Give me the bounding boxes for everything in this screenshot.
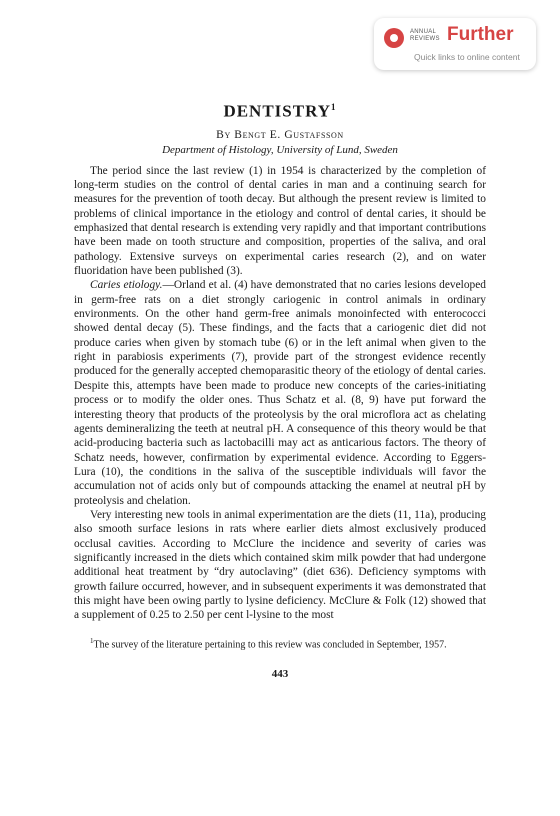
title-footnote-mark: 1 — [331, 102, 337, 112]
paragraph-2-text: —Orland et al. (4) have demonstrated that no caries lesions developed in germ-free rats on a diet strongly cariogenic in control animals in ordinary environments. On the other hand germ-free animals monoinfected with enterococci showed dental decay (5). These findings, and the facts that a cariogenic diet did not produce caries when given by stomach tube (6) or in the left animal when given to the right in parabiosis experiments (7), provide part of the strongest evidence recently produced for the generally accepted chemoparasitic theory of the etiology of dental caries. Despite this, attempts have been made to produce new concepts of the caries-initiating process or to modify the older ones. Thus Schatz et al. (8, 9) have put forward the interesting theory that products of the proteolysis by the oral microflora act as chelating agents demineralizing the teeth at neutral pH. A consequence of this theory would be that acid-producing bacteria such as lactobacilli may act as anticarious factors. The theory of Schatz needs, however, confirmation by experimental evidence. According to Eggers-Lura (10), the conditions in the saliva of the susceptible individuals will favor the accumulation not of acids only but of compounds attacking the enamel at neutral pH by proteolysis and chelation. — [74, 279, 486, 507]
footnote — [74, 635, 486, 652]
affiliation-line: Department of Histology, University of Lund, Sweden — [162, 143, 398, 156]
badge-brand — [410, 29, 440, 43]
paragraph-3: Very interesting new tools in animal experimentation are the diets (11, 11a), producing also smooth surface lesions in rats where earlier diets almost exclusively produced occlusal cavities. According to McClure the incidence and severity of caries was significantly increased in the diets which contained skim milk powder that had undergone additional heat treatment by “dry autoclaving” (diet 636). Deficiency symptoms with growth failure occurred, however, and in subsequent experiments it was demonstrated that this might have been owing partly to lysine deficiency. McClure & Folk (12) showed that a supplement of 0.25 to 2.50 per cent l-lysine to the most — [74, 508, 486, 622]
section-heading-caries-etiology: Caries etiology. — [90, 279, 163, 292]
badge-brand-line2: REVIEWS — [410, 36, 440, 42]
further-links-badge[interactable] — [374, 18, 536, 70]
article-title-text: DENTISTRY — [223, 101, 332, 121]
page-number: 443 — [271, 667, 289, 680]
author-line: By Bengt E. Gustafsson — [216, 128, 344, 141]
annual-reviews-logo-icon — [384, 28, 404, 48]
badge-title[interactable]: Further — [447, 24, 514, 45]
article-page — [74, 96, 486, 680]
footnote-mark: 1 — [90, 636, 94, 645]
paragraph-1: The period since the last review (1) in 1954 is characterized by the completion of long-term studies on the control of dental caries in man and a continuing search for measures for the prevention of tooth decay. But although the present review is limited to problems of clinical importance in the etiology and control of dental caries, it should be emphasized that dental research is extending very rapidly and that important contributions have been made on tooth structure and composition, properties of the saliva, and oral pathology. Extensive surveys on experimental caries research (2), and on water fluoridation have been published (3). — [74, 164, 486, 278]
footnote-text: The survey of the literature pertaining to this review was concluded in September, 1957. — [93, 638, 447, 650]
article-title — [74, 96, 486, 123]
badge-brand-line1: ANNUAL — [410, 29, 437, 35]
badge-subtitle[interactable]: Quick links to online content — [414, 52, 520, 62]
paragraph-2 — [74, 278, 486, 508]
